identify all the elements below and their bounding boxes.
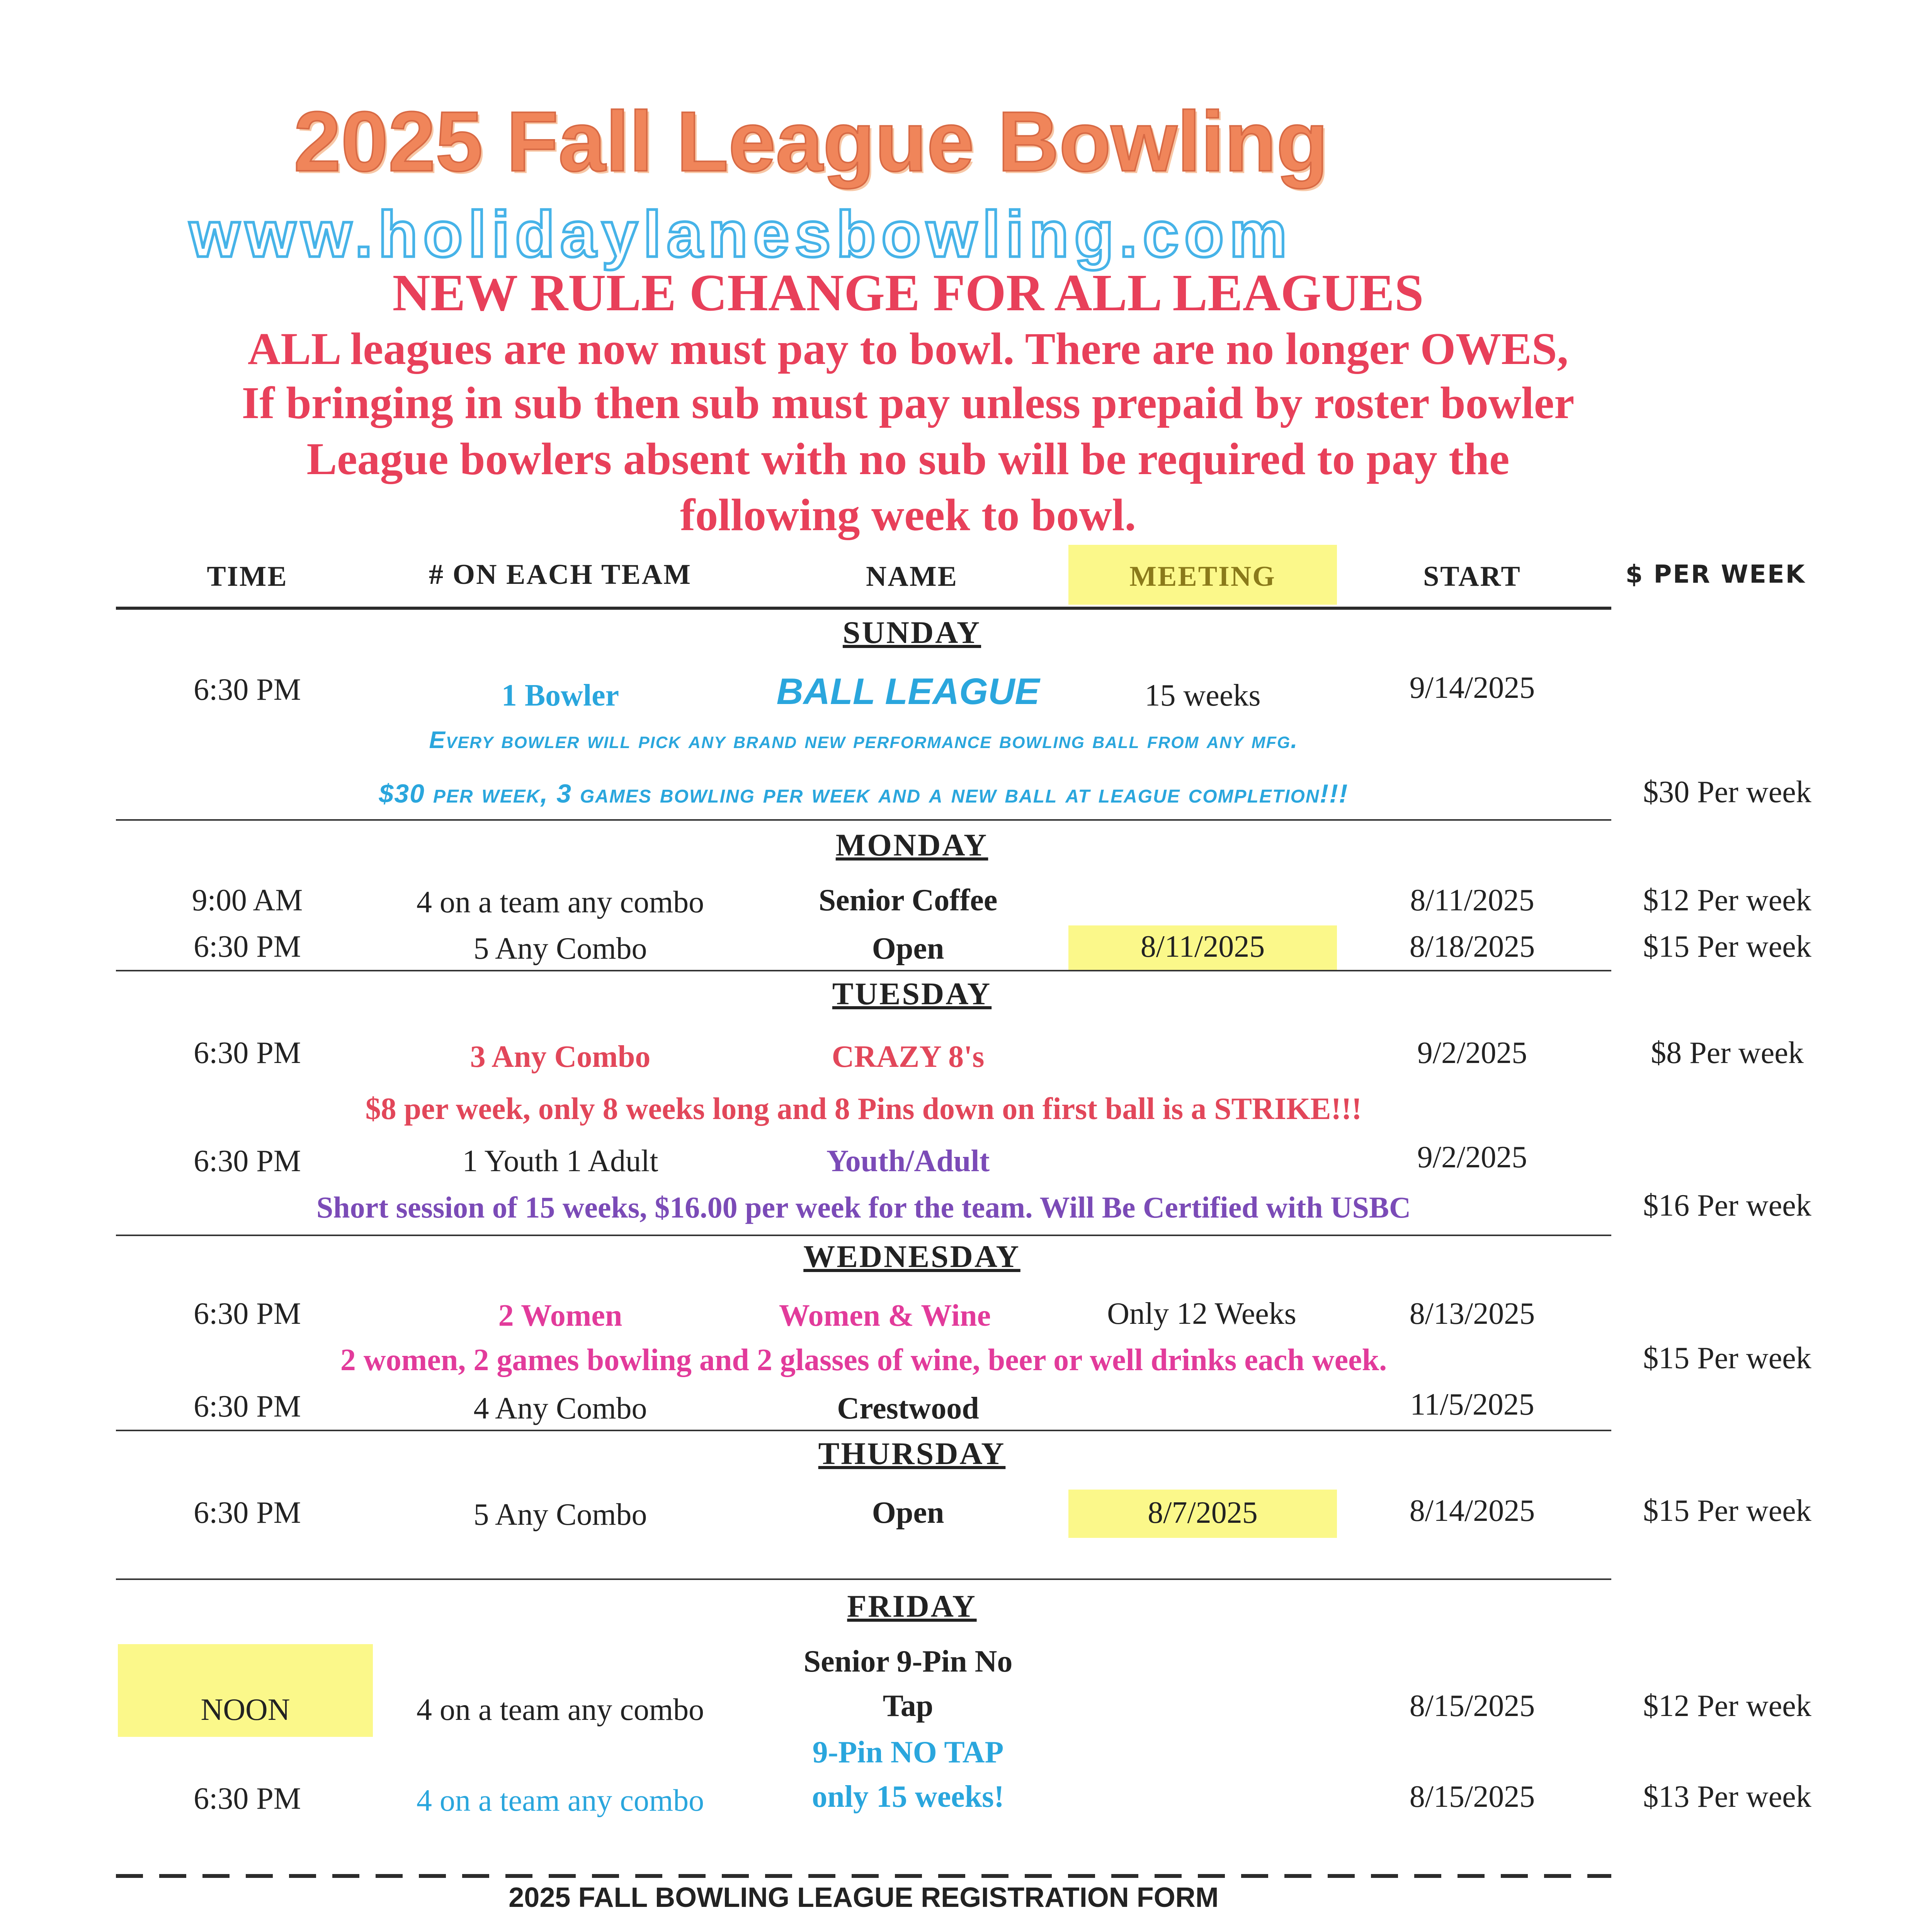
friday-team-2: 4 on a team any combo xyxy=(416,1784,704,1818)
rule-heading: NEW RULE CHANGE FOR ALL LEAGUES xyxy=(392,264,1424,322)
monday-meeting-2: 8/11/2025 xyxy=(1140,930,1265,964)
header-rule xyxy=(116,607,1611,610)
tuesday-note-1: $8 per week, only 8 weeks long and 8 Pins down on first ball is a STRIKE!!! xyxy=(365,1092,1362,1126)
thursday-price: $15 Per week xyxy=(1643,1494,1811,1528)
thursday-name: Open xyxy=(872,1496,944,1530)
friday-name-2b: only 15 weeks! xyxy=(812,1780,1004,1814)
wednesday-time-2: 6:30 PM xyxy=(194,1389,301,1423)
sunday-price: $30 Per week xyxy=(1643,775,1811,809)
wednesday-note-1: 2 women, 2 games bowling and 2 glasses of wine, beer or well drinks each week. xyxy=(340,1343,1387,1377)
monday-name-2: Open xyxy=(872,932,944,966)
sunday-note-2: $30 per week, 3 games bowling per week and a new ball at league completion!!! xyxy=(379,779,1349,808)
monday-start-2: 8/18/2025 xyxy=(1409,930,1535,964)
cut-line xyxy=(116,1874,1611,1878)
tuesday-time-1: 6:30 PM xyxy=(194,1036,301,1070)
wednesday-team-1: 2 Women xyxy=(498,1299,622,1333)
col-per-week: $ PER WEEK xyxy=(1625,560,1806,589)
col-time: TIME xyxy=(207,561,288,592)
monday-price-2: $15 Per week xyxy=(1643,930,1811,964)
tuesday-price-1: $8 Per week xyxy=(1651,1036,1804,1070)
col-meeting: MEETING xyxy=(1129,561,1276,592)
monday-name-1: Senior Coffee xyxy=(818,883,998,917)
sunday-time: 6:30 PM xyxy=(194,673,301,707)
thursday-time: 6:30 PM xyxy=(194,1496,301,1530)
rule-line-3: League bowlers absent with no sub will be required to pay the xyxy=(306,434,1510,484)
thursday-rule xyxy=(116,1578,1611,1580)
page-title: 2025 Fall League Bowling xyxy=(294,94,1328,189)
day-thursday: THURSDAY xyxy=(818,1436,1006,1471)
tuesday-start-2: 9/2/2025 xyxy=(1417,1140,1527,1174)
wednesday-name-1: Women & Wine xyxy=(779,1299,991,1333)
col-start: START xyxy=(1423,561,1521,592)
friday-name-2a: 9-Pin NO TAP xyxy=(812,1735,1004,1769)
monday-price-1: $12 Per week xyxy=(1643,883,1811,917)
friday-price-1: $12 Per week xyxy=(1643,1689,1811,1723)
sunday-meeting: 15 weeks xyxy=(1145,679,1261,713)
form-title: 2025 FALL BOWLING LEAGUE REGISTRATION FORM xyxy=(509,1882,1219,1913)
tuesday-note-2: Short session of 15 weeks, $16.00 per week for the team. Will Be Certified with USBC xyxy=(316,1190,1411,1224)
rule-line-1: ALL leagues are now must pay to bowl. There are no longer OWES, xyxy=(248,323,1568,374)
tuesday-time-2: 6:30 PM xyxy=(194,1144,301,1178)
day-tuesday: TUESDAY xyxy=(832,976,992,1011)
thursday-meeting: 8/7/2025 xyxy=(1148,1496,1258,1530)
col-name: NAME xyxy=(866,561,958,592)
wednesday-meeting-1: Only 12 Weeks xyxy=(1107,1297,1296,1331)
tuesday-team-1: 3 Any Combo xyxy=(470,1040,651,1074)
wednesday-name-2: Crestwood xyxy=(837,1391,979,1425)
sunday-team: 1 Bowler xyxy=(501,679,619,713)
wednesday-price: $15 Per week xyxy=(1643,1341,1811,1375)
friday-name-1b: Tap xyxy=(883,1689,934,1723)
tuesday-name-1: CRAZY 8's xyxy=(832,1040,985,1074)
wednesday-start-2: 11/5/2025 xyxy=(1410,1388,1534,1422)
wednesday-time-1: 6:30 PM xyxy=(194,1297,301,1331)
sunday-start: 9/14/2025 xyxy=(1409,671,1535,705)
monday-team-2: 5 Any Combo xyxy=(473,932,647,966)
thursday-team: 5 Any Combo xyxy=(473,1498,647,1532)
friday-start-2: 8/15/2025 xyxy=(1409,1780,1535,1814)
tuesday-start-1: 9/2/2025 xyxy=(1417,1036,1527,1070)
wednesday-start-1: 8/13/2025 xyxy=(1409,1297,1535,1331)
day-monday: MONDAY xyxy=(835,827,988,862)
tuesday-rule xyxy=(116,1235,1611,1236)
day-friday: FRIDAY xyxy=(847,1588,977,1624)
sunday-rule xyxy=(116,819,1611,821)
monday-start-1: 8/11/2025 xyxy=(1410,883,1534,917)
tuesday-team-2: 1 Youth 1 Adult xyxy=(462,1144,658,1178)
friday-team-1: 4 on a team any combo xyxy=(416,1693,704,1727)
friday-time-1: NOON xyxy=(201,1693,290,1727)
friday-start-1: 8/15/2025 xyxy=(1409,1689,1535,1723)
website-url[interactable]: www.holidaylanesbowling.com xyxy=(189,198,1293,270)
tuesday-price-2: $16 Per week xyxy=(1643,1189,1811,1223)
friday-name-1a: Senior 9-Pin No xyxy=(803,1645,1013,1679)
monday-team-1: 4 on a team any combo xyxy=(416,885,704,919)
monday-rule xyxy=(116,970,1611,971)
sunday-name: BALL LEAGUE xyxy=(776,671,1040,712)
monday-time-1: 9:00 AM xyxy=(192,883,303,917)
sunday-note-1: Every bowler will pick any brand new performance bowling ball from any mfg. xyxy=(429,727,1298,753)
monday-time-2: 6:30 PM xyxy=(194,930,301,964)
friday-time-2: 6:30 PM xyxy=(194,1782,301,1816)
tuesday-name-2: Youth/Adult xyxy=(826,1144,990,1178)
rule-line-4: following week to bowl. xyxy=(680,490,1136,540)
day-wednesday: WEDNESDAY xyxy=(803,1239,1020,1274)
wednesday-team-2: 4 Any Combo xyxy=(473,1391,647,1425)
day-sunday: SUNDAY xyxy=(842,615,981,650)
wednesday-rule xyxy=(116,1430,1611,1431)
col-team: # ON EACH TEAM xyxy=(429,559,692,590)
thursday-start: 8/14/2025 xyxy=(1409,1494,1535,1528)
friday-price-2: $13 Per week xyxy=(1643,1780,1811,1814)
rule-line-2: If bringing in sub then sub must pay unless prepaid by roster bowler xyxy=(242,378,1575,428)
